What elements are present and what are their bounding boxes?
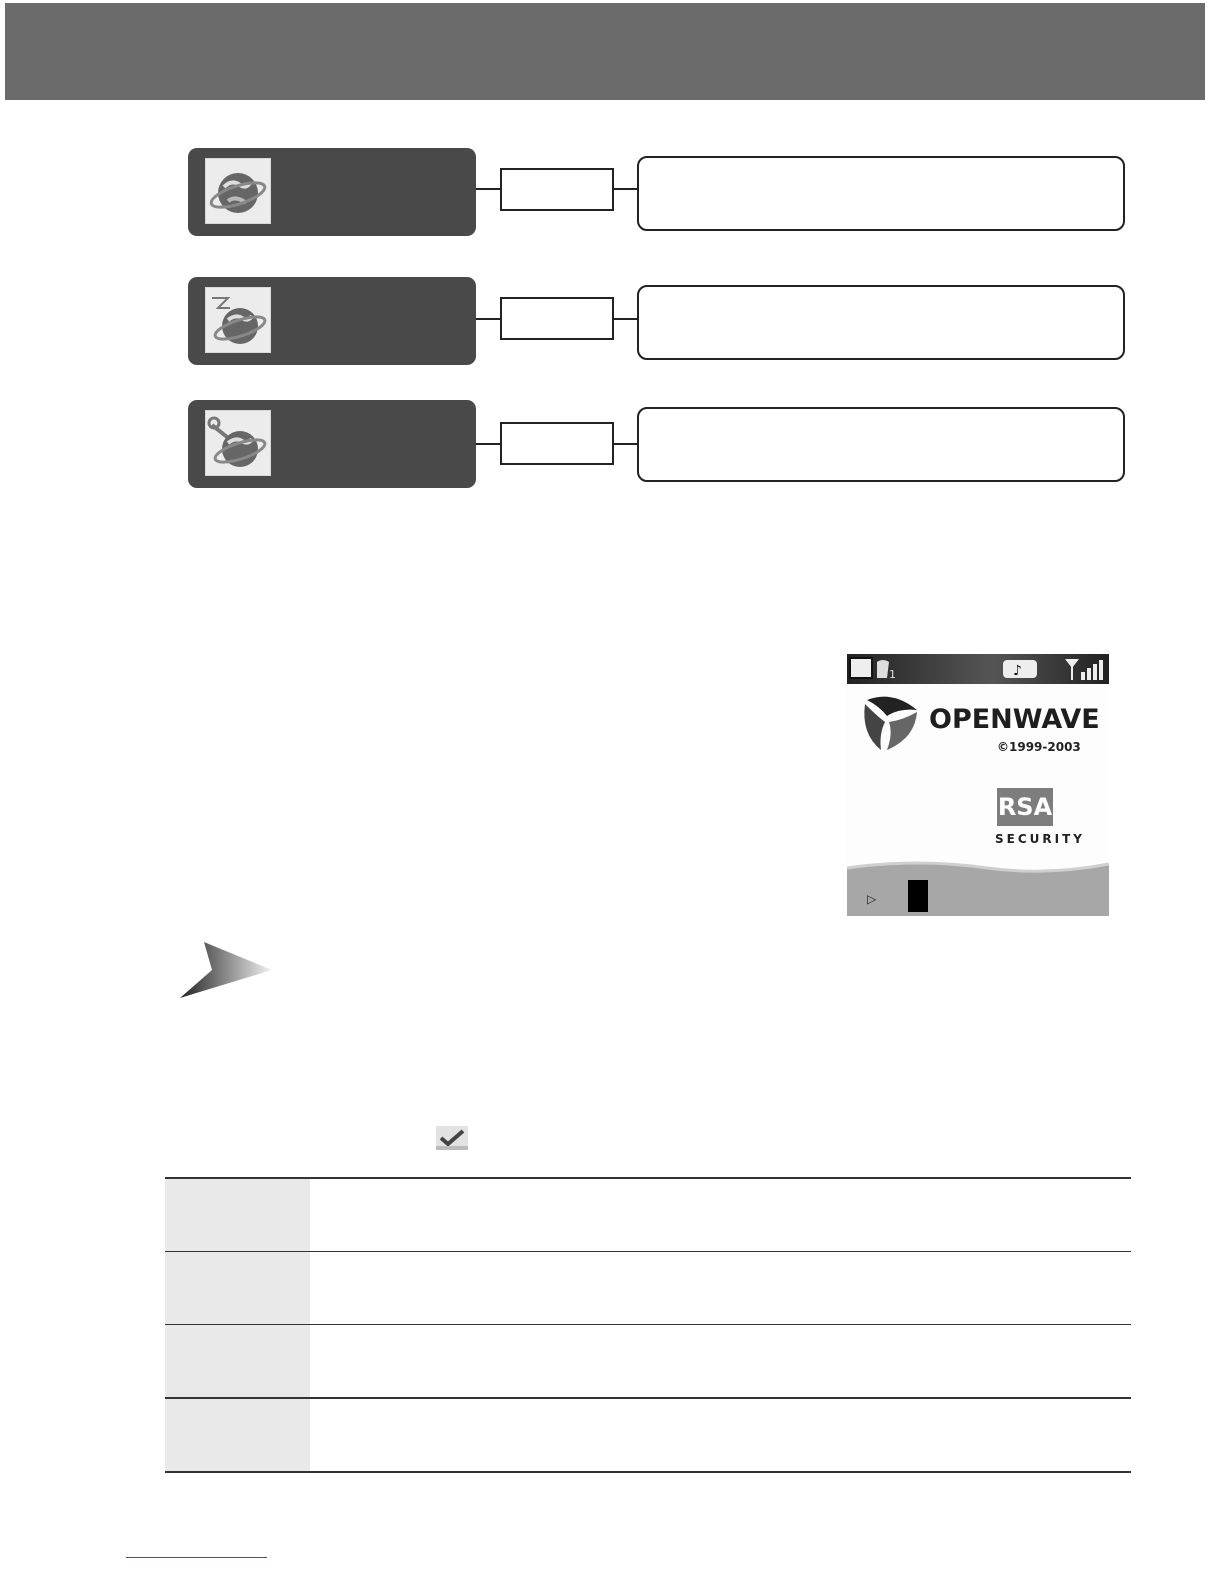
check-icon — [436, 1126, 468, 1150]
menu-row-settings — [0, 400, 1224, 490]
connector-line — [614, 443, 637, 445]
call-icon — [877, 660, 896, 681]
table-row — [165, 1325, 1131, 1399]
table-row — [165, 1179, 1131, 1252]
phone-screenshot — [847, 654, 1109, 916]
globe-lightning-icon — [205, 287, 271, 353]
table-row-key — [165, 1252, 310, 1324]
security-label: SECURITY — [995, 832, 1085, 846]
copyright-text: ©1999-2003 — [997, 740, 1081, 754]
menu-tile-browser[interactable] — [188, 148, 476, 236]
screen-icon — [850, 658, 872, 678]
phone-status-bar — [847, 654, 1109, 684]
page-header-bar — [5, 3, 1205, 100]
play-arrow-icon: ▷ — [867, 892, 877, 906]
connector-line — [476, 318, 500, 320]
table-row — [165, 1252, 1131, 1325]
key-box — [500, 168, 614, 211]
key-box — [500, 422, 614, 465]
table-row-key — [165, 1325, 310, 1397]
menu-tile-settings[interactable] — [188, 400, 476, 488]
svg-text:♪: ♪ — [1013, 663, 1022, 679]
menu-tile-push[interactable] — [188, 277, 476, 365]
table-row-key — [165, 1179, 310, 1251]
chevron-arrow-icon — [178, 940, 272, 1000]
info-table — [165, 1177, 1131, 1473]
connector-line — [476, 443, 500, 445]
rsa-logo: RSA — [997, 788, 1053, 826]
signal-icon — [1065, 659, 1103, 680]
connector-line — [476, 188, 500, 190]
description-box — [637, 285, 1125, 360]
globe-icon — [205, 158, 271, 224]
vibrate-icon — [1003, 660, 1037, 679]
menu-row-browser — [0, 148, 1224, 238]
globe-wrench-icon — [205, 410, 271, 476]
description-box — [637, 407, 1125, 482]
table-row — [165, 1399, 1131, 1471]
key-box — [500, 297, 614, 340]
description-box — [637, 156, 1125, 231]
menu-row-push — [0, 277, 1224, 367]
table-row-key — [165, 1399, 310, 1471]
text-cursor — [908, 880, 928, 912]
connector-line — [614, 318, 637, 320]
openwave-brand-text: OPENWAVE — [929, 704, 1100, 735]
footer-line — [126, 1557, 267, 1558]
openwave-logo-icon — [859, 690, 923, 754]
connector-line — [614, 188, 637, 190]
phone-input-bar — [847, 878, 1109, 916]
svg-text:1: 1 — [889, 668, 896, 681]
